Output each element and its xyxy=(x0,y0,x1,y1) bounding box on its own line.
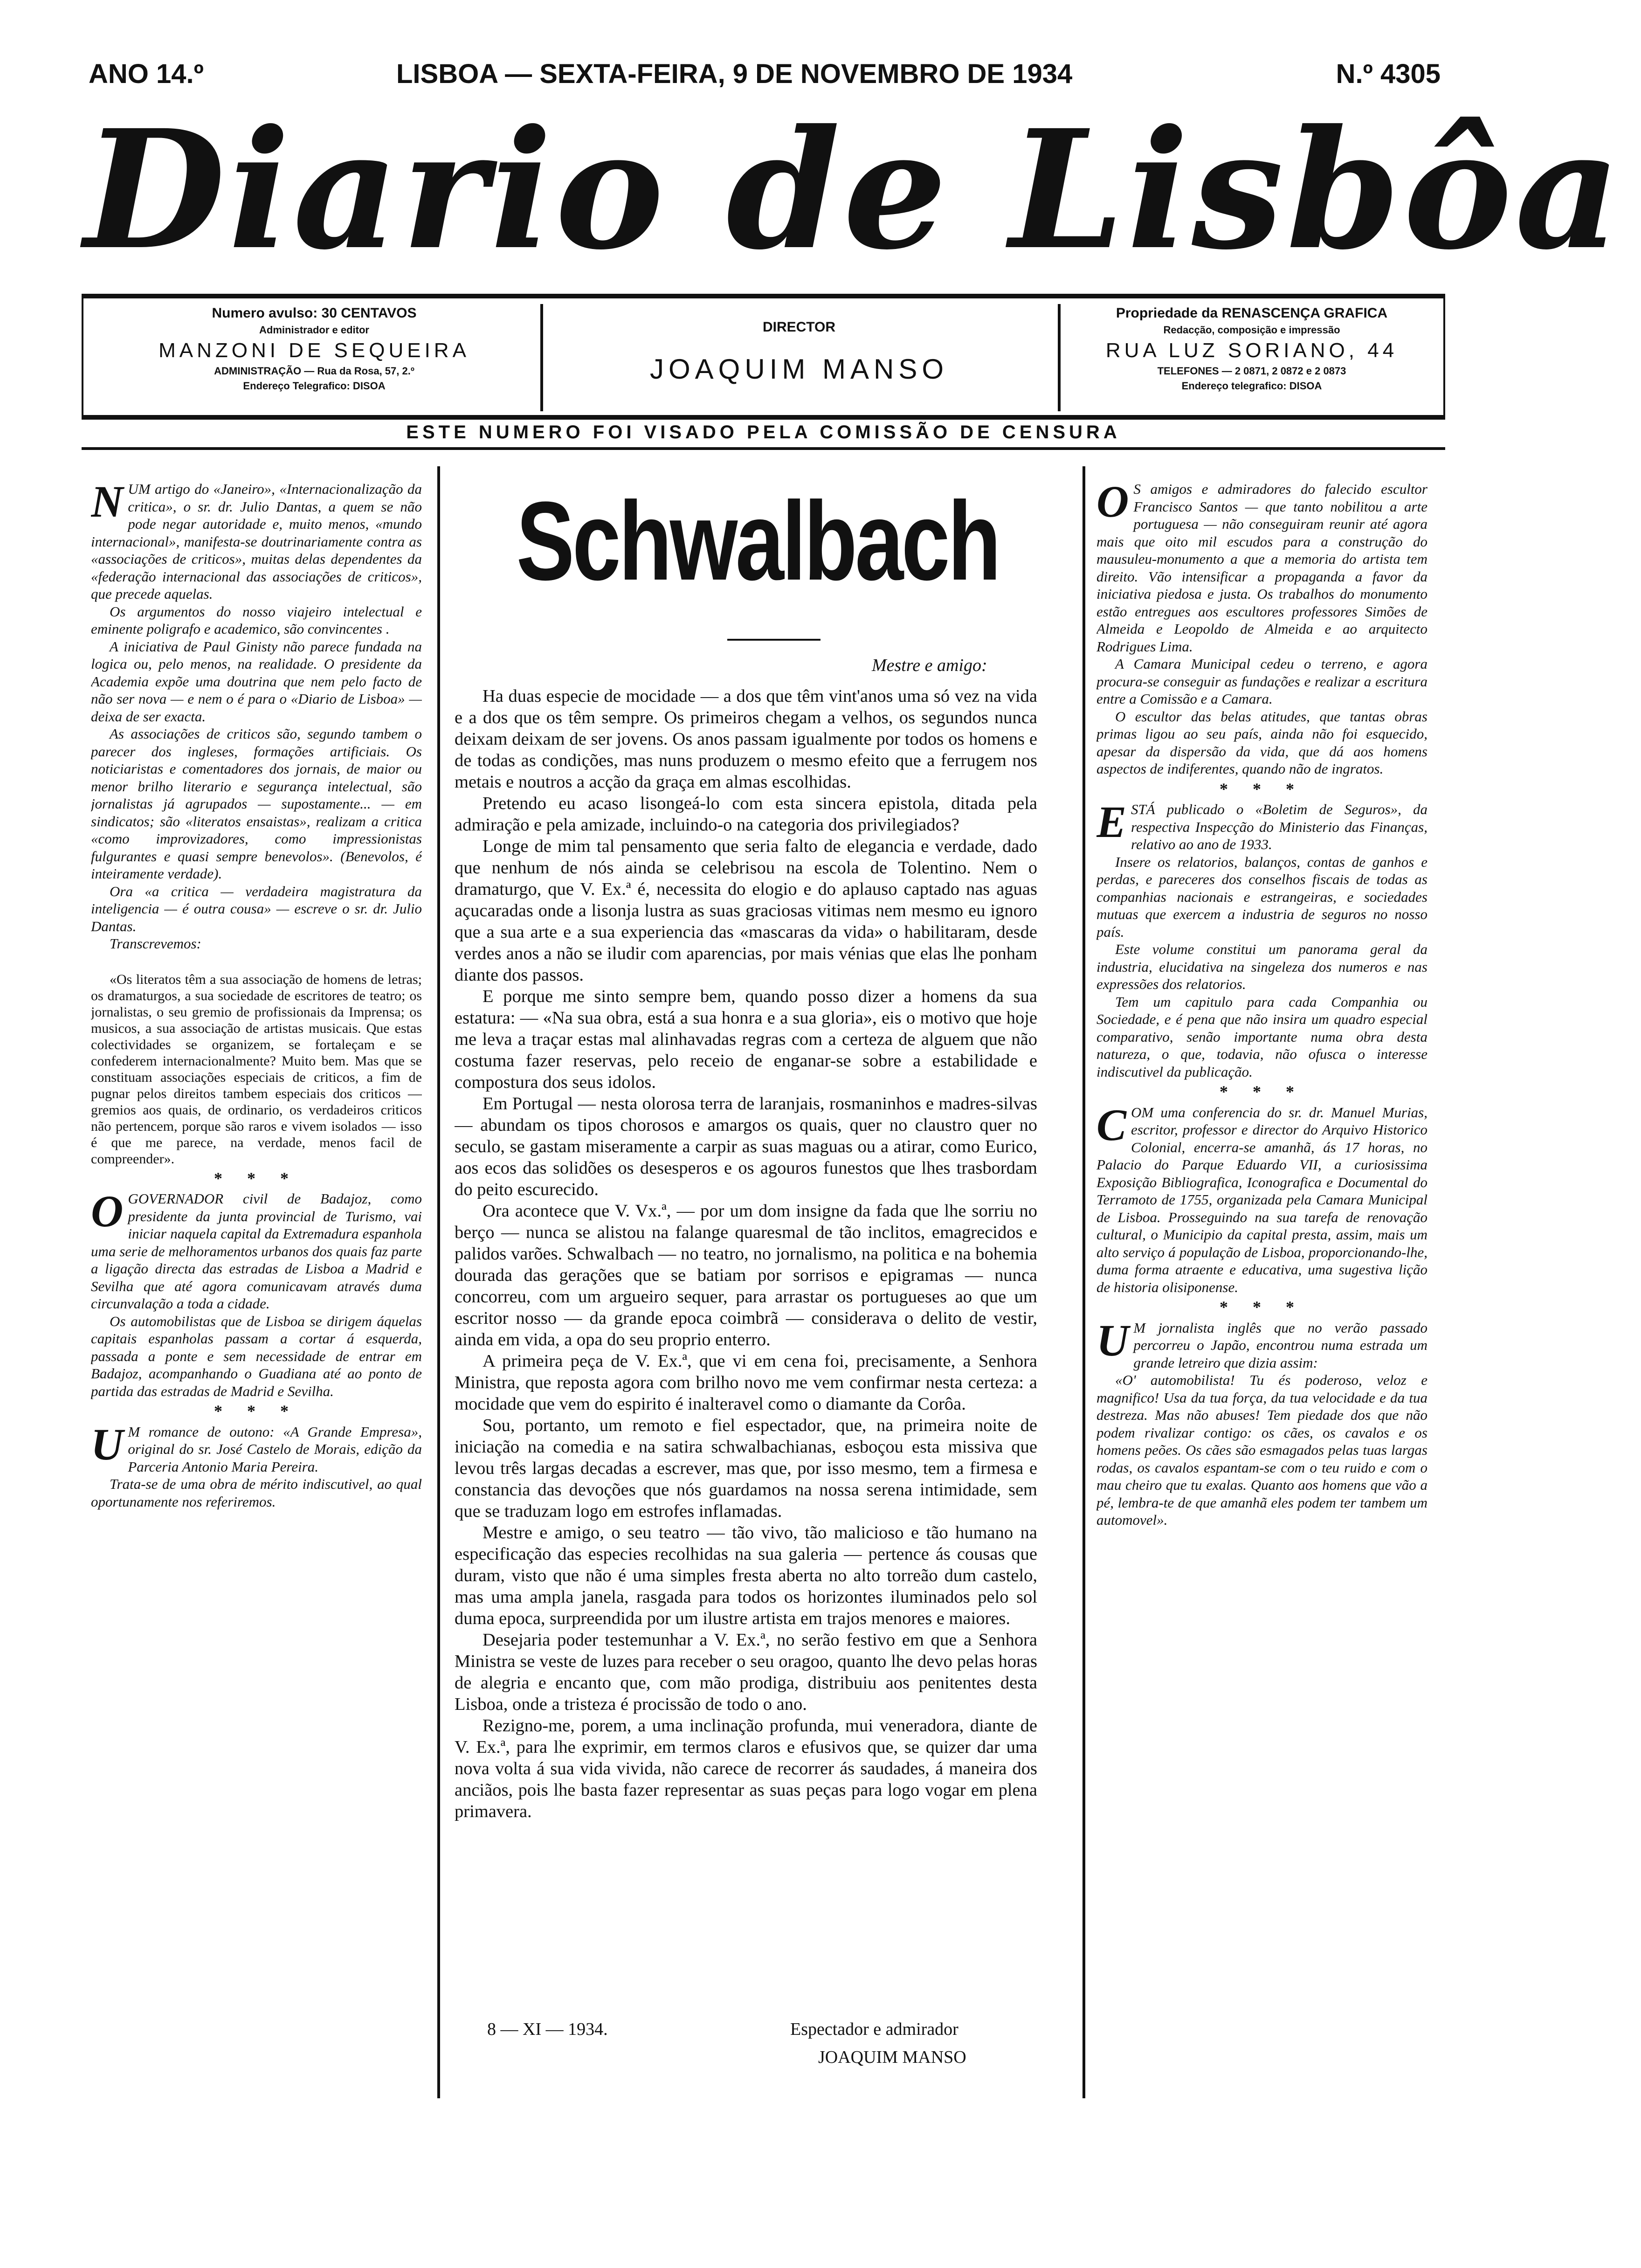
article-para: Mestre e amigo, o seu teatro — tão vivo, tão malicioso e tão humano na especificação das especies recolhidas na sua galeria — pertence ás cousas que duram, visto que não é uma simples fresta aberta no alto torreão dum castelo, mas uma ampla janela, rasgada para todos os horizontes iluminados pelo sol duma epoca, surpreendida por um ilustre artista em trajos menores e maiores. xyxy=(455,1523,1037,1628)
lc-s1-para: A iniciativa de Paul Ginisty não parece fundada na logica ou, pelo menos, na realidade. O presidente da Academia expõe uma doutrina que nem pelo facto de não ser nova — e nem o é para o «Diario de Lisboa» — deixa de ser exacta. xyxy=(91,638,422,725)
article-headline: Schwalbach xyxy=(516,478,999,603)
article-para: A primeira peça de V. Ex.ª, que vi em cena foi, precisamente, a Senhora Ministra, que reposta agora com brilho novo me vem confirmar nesta certeza: a mocidade que vem do espirito é inalteravel como o diamante da Corôa. xyxy=(455,1351,1037,1414)
rc-s2-para: Este volume constitui um panorama geral da industria, elucidativa na singeleza dos numeros e nas expressões dos relatorios. xyxy=(1096,941,1427,992)
press-line: Redacção, composição e impressão xyxy=(1163,324,1340,336)
article-para: Longe de mim tal pensamento que seria falto de elegancia e verdade, dado que nenhum de nós ainda se celebrisou na escola de Tolentino. Nem o dramaturgo, que V. Ex.ª é, necessita do elogio e do aplauso captado nas aguas açucaradas onde a lisonja lustra as suas graciosas vitimas nem mesmo eu ignoro que a sua arte e a sua experiencia das «mascaras da vida» o habilitaram, desde verdes anos a não se iludir com aparencias, por mais vénias que elas lhe ponham diante dos passos. xyxy=(455,837,1037,985)
censorship-notice: ESTE NUMERO FOI VISADO PELA COMISSÃO DE CENSURA xyxy=(82,422,1445,450)
info-right xyxy=(1058,304,1443,411)
article-para: Em Portugal — nesta olorosa terra de laranjais, rosmaninhos e madres-silvas — abundam os tipos chorosos e amargos os quais, quer no claustro quer no seculo, se gastam miseramente a carpir as suas maguas ou a atirar, como Eurico, aos ecos das solidões os desesperos e os agouros funestos que lhes trasbordam do peito escurecido. xyxy=(455,1094,1037,1199)
phones-line: TELEFONES — 2 0871, 2 0872 e 2 0873 xyxy=(1157,365,1346,377)
right-column xyxy=(1096,480,1427,2098)
section-divider: * * * xyxy=(1220,1082,1304,1101)
info-left xyxy=(88,304,543,411)
lc-s1-para: As associações de criticos são, segundo tambem o parecer dos ingleses, formações artificiais. Os noticiaristas e comentadores dos jornais, de maior ou menor brilho literario e segurança intelectual, são jornalistas já agrupados — supostamente... — em sindicatos; são «literatos ensaistas», realizam a critica «como improvizadores, como impressionistas fulgurantes e quasi sempre benevolos». (Benevolos, é inteiramente verdade). xyxy=(91,726,422,882)
rc-s1-para: A Camara Municipal cedeu o terreno, e agora procura-se conseguir as fundações e realizar a escritura entre a Comissão e a Camara. xyxy=(1096,656,1427,707)
lc-s1-para: Transcrevemos: xyxy=(110,935,201,952)
article-para: Desejaria poder testemunhar a V. Ex.ª, no serão festivo em que a Senhora Ministra se veste de luzes para receber o seu oragoo, quanto lhe devo pelas horas de alegria e encanto que, com mão prodiga, distribuiu aos penitentes desta Lisboa, onde a tristeza é procissão de todo o ano. xyxy=(455,1630,1037,1714)
lc-s3-first: U M romance de outono: «A Grande Empresa», original do sr. José Castelo de Morais, edição da Parceria Antonio Maria Pereira. xyxy=(91,1419,422,1475)
rc-s1-first: O S amigos e admiradores do falecido escultor Francisco Santos — que tanto nobilitou a arte portuguesa — não conseguiram reunir até agora mais que oito mil escudos para a construção do mausuleu-monumento a que a memoria do artista tem direito. Vão intensificar a propaganda a favor da iniciativa piedosa e justa. Os trabalhos do monumento estão entregues aos escultores professores Simões de Almeida e Leopoldo de Almeida e ao arquitecto Rodrigues Lima. xyxy=(1096,480,1427,655)
left-column xyxy=(91,480,422,2098)
drop-cap: N xyxy=(91,480,124,526)
telegraph-address-left: Endereço Telegrafico: DISOA xyxy=(243,380,386,392)
article-greeting: Mestre e amigo: xyxy=(872,656,987,675)
drop-cap: O xyxy=(1096,480,1129,526)
lc-s2-para: Os automobilistas que de Lisboa se dirigem áquelas capitais espanholas passam a cortar á esquerda, passada a ponte e sem necessidade de entrar em Badajoz, acompanhando o Guadiana até ao ponto de partida das estradas de Madrid e Sevilha. xyxy=(91,1313,422,1399)
lc-s1-first: NUM artigo do «Janeiro», «Internacionalização da critica», o sr. dr. Julio Dantas, a quem se não pode negar autoridade e, muito menos, «mundo internacional», manifesta-se doutrinariamente contra as «associações de criticos», muitas delas dependentes da «federação internacional das associações de criticos», que precede aquelas. xyxy=(91,480,422,602)
section-divider: * * * xyxy=(214,1402,299,1420)
article-para: Ha duas especie de mocidade — a dos que têm vint'anos uma só vez na vida e a dos que os têm sempre. Os primeiros chegam a velhos, os segundos nunca deixam deixam de ser jovens. Os anos passam igualmente por todos os homens e de todas as condições, mas nuns produzem o mesmo efeito que a ferrugem nos metais e noutros a acção da graça em almas escolhidas. xyxy=(455,686,1037,792)
director-name: JOAQUIM MANSO xyxy=(649,353,949,385)
section-divider: * * * xyxy=(1220,779,1304,798)
headline-rule xyxy=(727,639,820,641)
article-para: Ora acontece que V. Vx.ª, — por um dom insigne da fada que lhe sorriu no berço — nunca se alistou na falange quaresmal de tão inclitos, emagrecidos e palidos varões. Schwalbach — no teatro, no jornalismo, na politica e na bohemia dourada das gerações que se batiam por sorrisos e epigramas — nunca concorreu, com um argueiro sequer, para arrastar os portugueses ao que um escritor nosso — da grande epoca coimbrã — considerava o delito de vestir, ainda em vida, a opa do seu proprio enterro. xyxy=(455,1201,1037,1349)
owner-line: Propriedade da RENASCENÇA GRAFICA xyxy=(1116,305,1388,321)
article-signature-block xyxy=(455,2019,1037,2098)
editor-name: MANZONI DE SEQUEIRA xyxy=(159,339,470,362)
article-date: 8 — XI — 1934. xyxy=(487,2019,608,2039)
drop-cap: C xyxy=(1096,1099,1127,1150)
masthead-title: Diario de Lisbôa xyxy=(84,94,1624,286)
article-signature: JOAQUIM MANSO xyxy=(818,2047,966,2067)
section-divider: * * * xyxy=(1220,1298,1304,1316)
article-closing: Espectador e admirador xyxy=(790,2019,958,2039)
telegraph-address-right: Endereço telegrafico: DISOA xyxy=(1181,380,1322,392)
article-para: Rezigno-me, porem, a uma inclinação profunda, mui veneradora, diante de V. Ex.ª, para lhe exprimir, em termos claros e efusivos que, se quizer dar uma nova volta á sua vida vivida, não carece de recorrer ás saudades, á maneira dos anciãos, pois lhe basta fazer representar as suas peças para logo vogar em plena primavera. xyxy=(455,1716,1037,1821)
column-rule-left xyxy=(437,466,440,2098)
rc-s2-para: Tem um capitulo para cada Companhia ou Sociedade, e é pena que não insira um quadro especial comparativo, senão importante numa obra desta natureza, o que, todavia, não ofusca o interesse indiscutivel da publicação. xyxy=(1096,993,1427,1080)
lc-s1-para: Ora «a critica — verdadeira magistratura da inteligencia — é outra cousa» — escreve o sr. dr. Julio Dantas. xyxy=(91,883,422,934)
rc-s2-first: ESTÁ publicado o «Boletim de Seguros», da respectiva Inspecção do Ministerio das Finanças, relativo ao ano de 1933. xyxy=(1096,797,1427,852)
drop-cap: E xyxy=(1096,797,1127,847)
column-rule-right xyxy=(1083,466,1085,2098)
info-box xyxy=(82,294,1445,420)
drop-cap: U xyxy=(91,1419,124,1469)
editor-label: Administrador e editor xyxy=(259,324,369,336)
drop-cap: U xyxy=(1096,1315,1129,1365)
issue-year: ANO 14.º xyxy=(89,59,204,89)
rc-s1-para: O escultor das belas atitudes, que tantas obras primas ligou ao seu país, ainda não foi esquecido, apesar da dispersão da vida, que dá aos homens aspectos de indiferentes, quando não de ingratos. xyxy=(1096,708,1427,777)
section-divider: * * * xyxy=(214,1169,299,1188)
issue-date: LISBOA — SEXTA-FEIRA, 9 DE NOVEMBRO DE 1934 xyxy=(396,59,1073,89)
rc-s2-para: Insere os relatorios, balanços, contas de ganhos e perdas, e pareceres dos conselhos fiscais de todas as companhias nacionais e estrangeiras, e sociedades mutuas que exercem a industria de seguros no nosso país. xyxy=(1096,853,1427,940)
rc-s4-first: U M jornalista inglês que no verão passado percorreu o Japão, encontrou numa estrada um grande letreiro que dizia assim: xyxy=(1096,1315,1427,1371)
price-line: Numero avulso: 30 CENTAVOS xyxy=(212,305,417,321)
lc-s1-para: Os argumentos do nosso viajeiro intelectual e eminente poligrafo e academico, são convincentes . xyxy=(91,603,422,637)
issue-number: N.º 4305 xyxy=(1336,59,1441,89)
lc-s3-para: Trata-se de uma obra de mérito indiscutivel, ao qual oportunamente nos referiremos. xyxy=(91,1476,422,1510)
rc-s4-para: «O' automobilista! Tu és poderoso, veloz e magnifico! Usa da tua força, da tua velocidade e da tua destreza. Mas não abuses! Tem piedade dos que não podem rivalizar contigo: os cães, os cavalos e os homens peões. Os cães são esmagados pelas tuas largas rodas, os cavalos espantam-se com o teu ruido e com o mau cheiro que tu exalas. Quanto aos homens que vão a pé, lembra-te de que amanhã eles podem ter tambem um automovel». xyxy=(1096,1372,1427,1528)
article-para: Sou, portanto, um remoto e fiel espectador, que, na primeira noite de iniciação na comedia e na satira schwalbachianas, esboçou esta missiva que levou três largas decadas a escrever, mas que, por isso mesmo, tem a firmesa e constancia das devoções que nós guardamos na nossa serena intimidade, sem que se traduzam logo em estrofes inflamadas. xyxy=(455,1416,1037,1521)
article-body xyxy=(455,685,1037,2024)
top-line xyxy=(89,58,1441,91)
administration-address: ADMINISTRAÇÃO — Rua da Rosa, 57, 2.º xyxy=(214,365,414,377)
article-para: E porque me sinto sempre bem, quando posso dizer a homens da sua estatura: — «Na sua obra, está a sua honra e a sua gloria», eis o motivo que hoje me leva a traçar estas mal alinhavadas regras com a certeza de alguem que não costuma fazer reservas, pelo receio de enganar-se sobre a estabilidade e compostura dos seus idolos. xyxy=(455,987,1037,1092)
article-para: Pretendo eu acaso lisongeá-lo com esta sincera epistola, ditada pela admiração e pela amizade, incluindo-o na categoria dos privilegiados? xyxy=(455,794,1037,835)
lc-quote: «Os literatos têm a sua associação de homens de letras; os dramaturgos, a sua sociedade de escritores de teatro; os jornalistas, o seu gremio de profissionais da Imprensa; os musicos, a sua associação de artistas musicais. Que estas colectividades se organizem, se fortaleçam e se confederem internacionalmente? Muito bem. Mas que se constituam associações especiais de criticos, a fim de pugnar pelos direitos tambem especiais dos criticos — gremios aos quais, de ordinario, os verdadeiros criticos não pertencem, porque são raros e vivem isolados — isso é que me parece, na verdade, menos facil de compreender». xyxy=(91,971,422,1167)
rc-s3-first: COM uma conferencia do sr. dr. Manuel Murias, escritor, professor e director do Arquivo Historico Colonial, encerra-se amanhã, ás 17 horas, no Palacio do Parque Eduardo VII, a curiosissima Exposição Bibliografica, Iconografica e Documental do Terramoto de 1755, organizada pela Camara Municipal de Lisboa. Prosseguindo na sua tarefa de renovação cultural, o Municipio da capital presta, assim, mais um alto serviço á população de Lisboa, proporcionando-lhe, duma forma atraente e educativa, uma sugestiva lição de historia olisiponense. xyxy=(1096,1099,1427,1295)
street-address: RUA LUZ SORIANO, 44 xyxy=(1105,339,1398,362)
drop-cap: O xyxy=(91,1186,124,1236)
info-director xyxy=(550,304,1048,411)
lc-s2-first: OGOVERNADOR civil de Badajoz, como presidente da junta provincial de Turismo, vai iniciar naquela capital da Extremadura espanhola uma serie de melhoramentos urbanos dos quais faz parte a ligação directa das estradas de Lisboa a Madrid e Sevilha que até agora comunicavam através duma circunvalação a toda a cidade. xyxy=(91,1186,422,1312)
director-label: DIRECTOR xyxy=(762,319,836,335)
